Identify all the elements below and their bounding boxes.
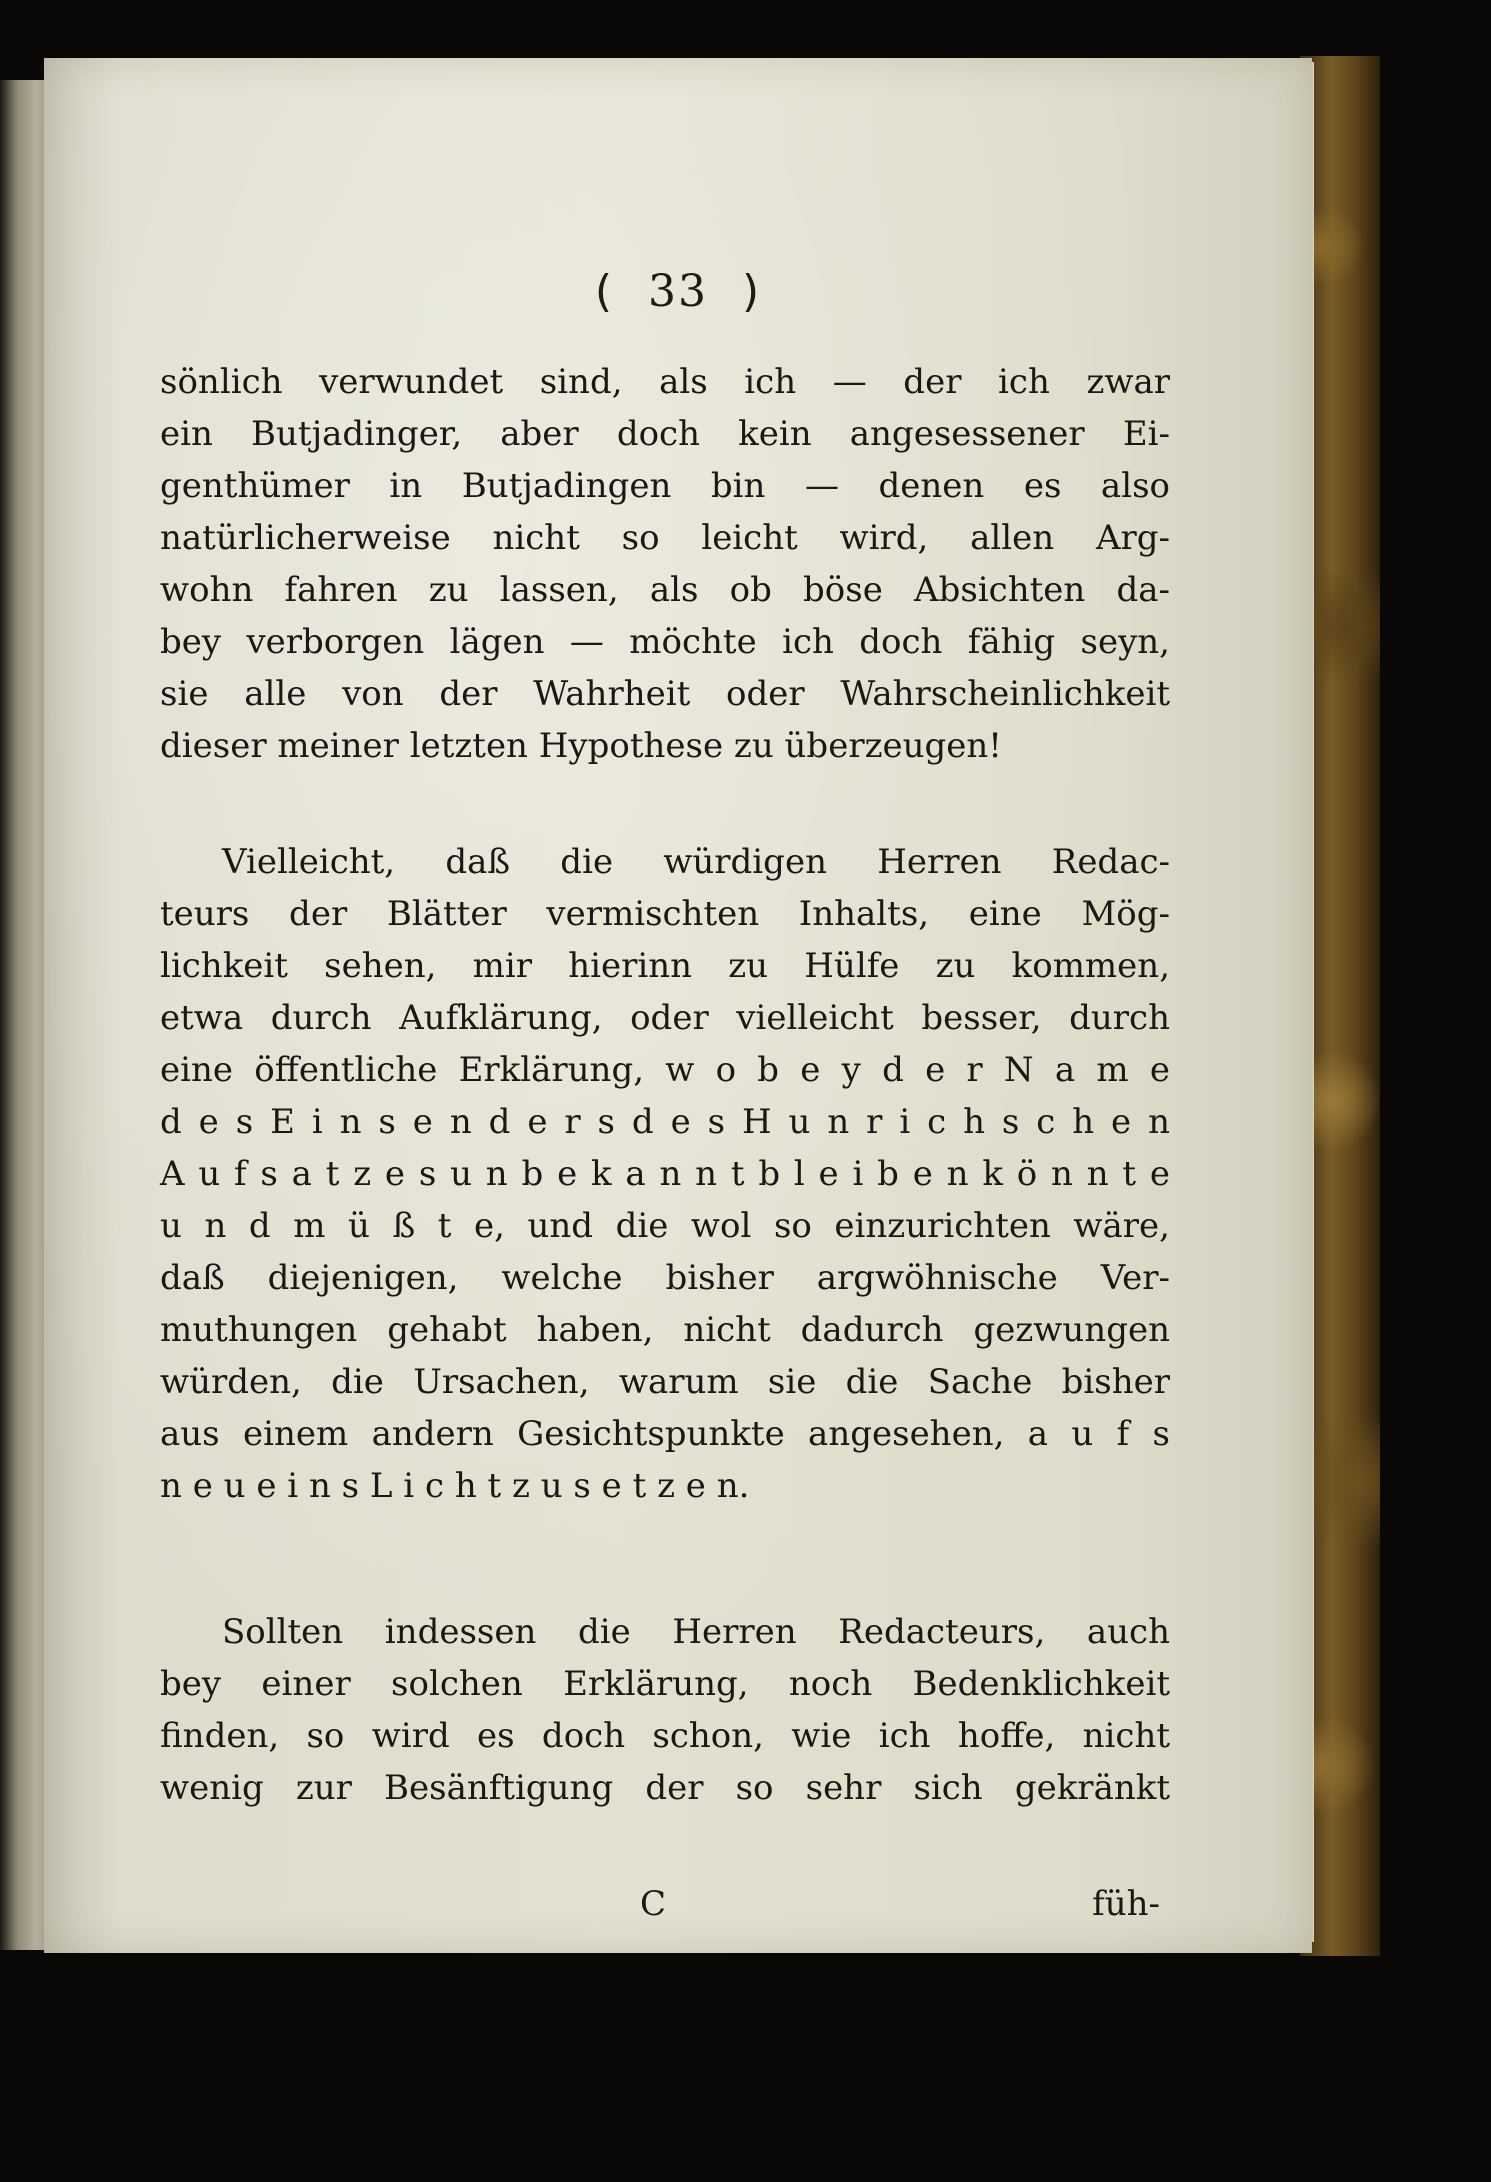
previous-page-edge: [0, 80, 48, 1950]
text-line: u n d m ü ß t e, und die wol so einzurichten wäre,: [160, 1206, 1170, 1246]
paragraph-1: [160, 356, 1170, 772]
left-paren: (: [594, 266, 614, 317]
paragraph-2: [160, 836, 1170, 1512]
page-footer: [160, 1880, 1170, 1928]
paragraph-3: [160, 1606, 1170, 1814]
text-line: d e s E i n s e n d e r s d e s H u n r i c h s c h e n: [160, 1102, 1170, 1142]
text-line: Vielleicht, daß die würdigen Herren Redac-: [222, 842, 1170, 882]
text-line: sönlich verwundet sind, als ich — der ich zwar: [160, 362, 1170, 402]
text-line: teurs der Blätter vermischten Inhalts, eine Mög-: [160, 894, 1170, 934]
text-line: eine öffentliche Erklärung, w o b e y d e r N a m e: [160, 1050, 1170, 1090]
text-line: natürlicherweise nicht so leicht wird, allen Arg-: [160, 518, 1170, 558]
page-text: [44, 58, 1312, 1953]
page-number: 33: [648, 266, 708, 317]
text-line: muthungen gehabt haben, nicht dadurch gezwungen: [160, 1310, 1170, 1350]
text-line: n e u e i n s L i c h t z u s e t z e n.: [160, 1466, 750, 1506]
text-line: wenig zur Besänftigung der so sehr sich gekränkt: [160, 1768, 1170, 1808]
text-line: dieser meiner letzten Hypothese zu überzeugen!: [160, 726, 1002, 766]
book-page: [44, 58, 1312, 1953]
text-line: ein Butjadinger, aber doch kein angesessener Ei-: [160, 414, 1170, 454]
text-line: etwa durch Aufklärung, oder vielleicht besser, durch: [160, 998, 1170, 1038]
text-line: A u f s a t z e s u n b e k a n n t b l e i b e n k ö n n t e: [160, 1154, 1170, 1194]
right-paren: ): [742, 266, 762, 317]
text-line: daß diejenigen, welche bisher argwöhnische Ver-: [160, 1258, 1170, 1298]
page-header: [44, 266, 1312, 317]
text-line: finden, so wird es doch schon, wie ich hoffe, nicht: [160, 1716, 1170, 1756]
text-line: würden, die Ursachen, warum sie die Sache bisher: [160, 1362, 1170, 1402]
text-line: lichkeit sehen, mir hierinn zu Hülfe zu kommen,: [160, 946, 1170, 986]
text-line: bey verborgen lägen — möchte ich doch fähig seyn,: [160, 622, 1170, 662]
signature-mark: C: [640, 1884, 667, 1924]
text-line: sie alle von der Wahrheit oder Wahrscheinlichkeit: [160, 674, 1170, 714]
text-line: Sollten indessen die Herren Redacteurs, auch: [222, 1612, 1170, 1652]
catchword: füh-: [1092, 1884, 1160, 1924]
text-line: genthümer in Butjadingen bin — denen es also: [160, 466, 1170, 506]
text-line: aus einem andern Gesichtspunkte angesehen, a u f s: [160, 1414, 1170, 1454]
text-line: bey einer solchen Erklärung, noch Bedenklichkeit: [160, 1664, 1170, 1704]
text-line: wohn fahren zu lassen, als ob böse Absichten da-: [160, 570, 1170, 610]
